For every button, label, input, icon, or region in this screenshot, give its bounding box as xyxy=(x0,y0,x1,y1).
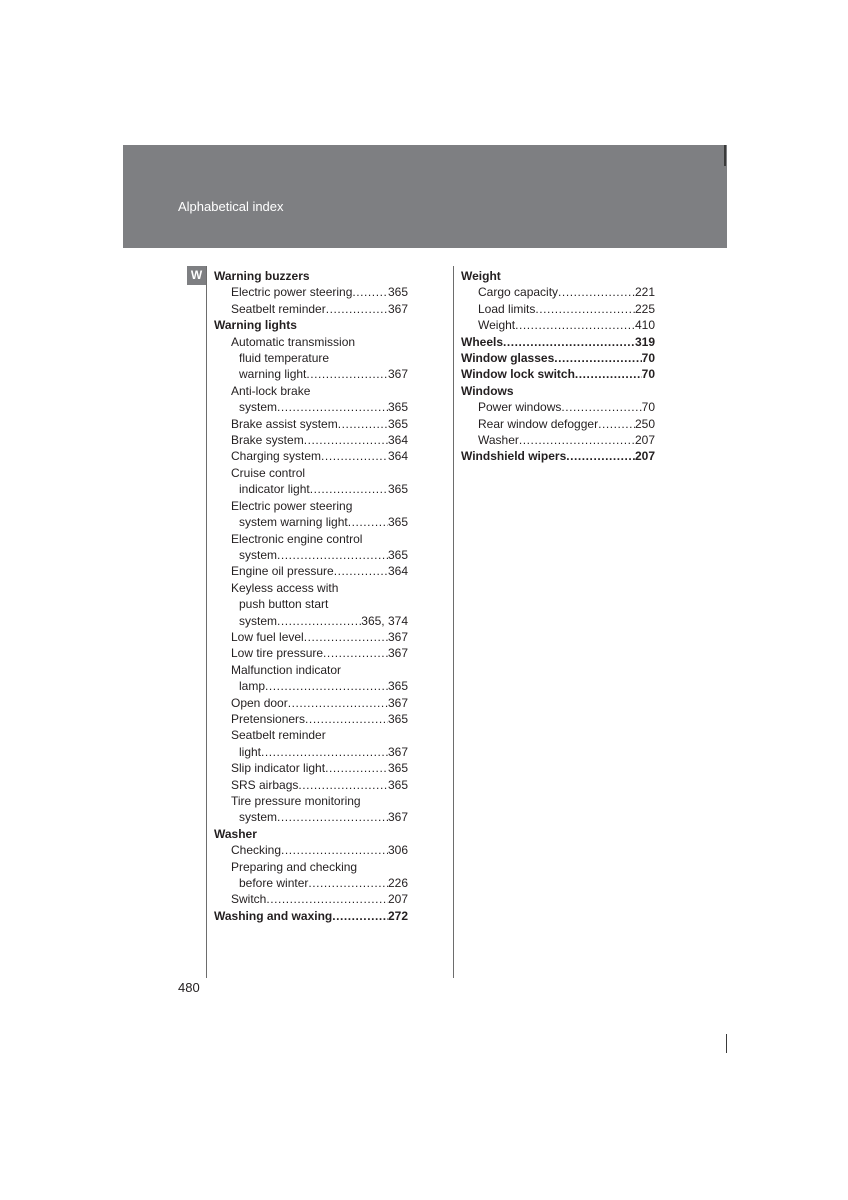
entry-label: Slip indicator light xyxy=(231,761,326,776)
index-subentry xyxy=(214,531,408,547)
index-entry xyxy=(461,383,655,399)
entry-label: Wheels xyxy=(461,334,504,349)
index-subentry xyxy=(214,432,408,448)
dot-leader xyxy=(519,432,635,448)
index-subentry xyxy=(214,645,408,661)
page-number: 480 xyxy=(178,980,200,995)
entry-label: Weight xyxy=(461,269,501,283)
index-subentry xyxy=(214,416,408,432)
dot-leader xyxy=(266,891,388,907)
index-subentry xyxy=(214,580,408,596)
entry-label: Electric power steering xyxy=(231,498,353,513)
dot-leader xyxy=(261,744,388,760)
entry-page-reference: 306 xyxy=(387,843,408,858)
dot-leader xyxy=(277,613,361,629)
entry-page-reference: 367 xyxy=(387,646,408,661)
dot-leader xyxy=(325,760,388,776)
dot-leader xyxy=(288,695,388,711)
entry-label: Brake assist system xyxy=(231,416,338,431)
index-subentry-continuation xyxy=(214,350,408,366)
entry-page-reference: 367 xyxy=(387,367,408,382)
index-subentry xyxy=(214,563,408,579)
entry-page-reference: 319 xyxy=(634,334,655,349)
entry-label: Seatbelt reminder xyxy=(231,728,326,743)
entry-label: system warning light xyxy=(239,515,348,530)
dot-leader xyxy=(277,399,388,415)
entry-label: Windshield wipers xyxy=(461,449,567,464)
entry-label: system xyxy=(239,547,278,562)
entry-label: system xyxy=(239,810,278,825)
header-band xyxy=(123,145,727,248)
entry-page-reference: 367 xyxy=(387,744,408,759)
entry-page-reference: 272 xyxy=(387,908,408,923)
index-entry xyxy=(461,268,655,284)
index-subentry xyxy=(214,777,408,793)
dot-leader xyxy=(281,842,388,858)
column-divider-left xyxy=(206,266,207,978)
entry-label: Open door xyxy=(231,695,288,710)
entry-label: system xyxy=(239,613,278,628)
entry-label: push button start xyxy=(239,597,329,612)
index-subentry xyxy=(214,695,408,711)
entry-label: Anti-lock brake xyxy=(231,383,311,398)
dot-leader xyxy=(277,809,388,825)
dot-leader xyxy=(304,432,388,448)
entry-page-reference: 365 xyxy=(387,547,408,562)
entry-label: before winter xyxy=(239,876,309,891)
entry-page-reference: 367 xyxy=(387,629,408,644)
entry-page-reference: 365 xyxy=(387,482,408,497)
index-entry xyxy=(214,908,408,924)
index-subentry-continuation xyxy=(214,399,408,415)
dot-leader xyxy=(348,514,388,530)
dot-leader xyxy=(515,317,635,333)
entry-page-reference: 207 xyxy=(634,433,655,448)
dot-leader xyxy=(304,629,388,645)
crop-mark-bottom xyxy=(726,1034,727,1053)
entry-label: indicator light xyxy=(239,482,310,497)
index-entry xyxy=(214,826,408,842)
entry-page-reference: 365 xyxy=(387,416,408,431)
index-subentry-continuation xyxy=(214,596,408,612)
entry-page-reference: 367 xyxy=(387,810,408,825)
entry-page-reference: 365 xyxy=(387,761,408,776)
entry-label: lamp xyxy=(239,679,266,694)
dot-leader xyxy=(277,547,388,563)
entry-label: Seatbelt reminder xyxy=(231,301,326,316)
entry-page-reference: 70 xyxy=(641,351,655,366)
section-letter-tab: W xyxy=(187,266,206,285)
index-subentry xyxy=(461,399,655,415)
index-entry xyxy=(461,448,655,464)
index-subentry xyxy=(461,416,655,432)
index-subentry xyxy=(214,662,408,678)
index-subentry xyxy=(214,711,408,727)
entry-page-reference: 367 xyxy=(387,695,408,710)
entry-label: Engine oil pressure xyxy=(231,564,334,579)
dot-leader xyxy=(338,416,388,432)
index-subentry xyxy=(214,383,408,399)
entry-page-reference: 70 xyxy=(641,400,655,415)
index-entry xyxy=(461,350,655,366)
entry-label: Low fuel level xyxy=(231,629,304,644)
index-entry xyxy=(461,334,655,350)
entry-page-reference: 365 xyxy=(387,679,408,694)
entry-page-reference: 225 xyxy=(634,301,655,316)
entry-page-reference: 365 xyxy=(387,711,408,726)
entry-label: Weight xyxy=(478,318,516,333)
entry-label: Washer xyxy=(214,826,257,841)
index-subentry xyxy=(461,301,655,317)
entry-label: Warning lights xyxy=(214,318,297,333)
entry-page-reference: 365 xyxy=(387,285,408,300)
entry-page-reference: 70 xyxy=(641,367,655,382)
index-subentry xyxy=(214,793,408,809)
entry-page-reference: 367 xyxy=(387,301,408,316)
index-subentry xyxy=(214,859,408,875)
entry-label: Preparing and checking xyxy=(231,859,358,874)
page-title: Alphabetical index xyxy=(178,199,284,214)
index-subentry-continuation xyxy=(214,613,408,629)
entry-label: Cruise control xyxy=(231,465,306,480)
entry-label: Checking xyxy=(231,843,282,858)
entry-page-reference: 364 xyxy=(387,449,408,464)
entry-page-reference: 365 xyxy=(387,515,408,530)
crop-mark-top xyxy=(724,145,726,166)
index-subentry-continuation xyxy=(214,547,408,563)
dot-leader xyxy=(503,334,635,350)
entry-label: Brake system xyxy=(231,433,304,448)
index-subentry-continuation xyxy=(214,366,408,382)
entry-label: Charging system xyxy=(231,449,322,464)
index-subentry xyxy=(461,284,655,300)
index-subentry-continuation xyxy=(214,514,408,530)
entry-label: Electronic engine control xyxy=(231,531,363,546)
entry-label: Load limits xyxy=(478,301,536,316)
index-subentry xyxy=(214,629,408,645)
entry-label: Electric power steering xyxy=(231,285,353,300)
dot-leader xyxy=(352,284,388,300)
entry-page-reference: 221 xyxy=(634,285,655,300)
dot-leader xyxy=(554,350,641,366)
entry-label: SRS airbags xyxy=(231,777,299,792)
entry-label: Warning buzzers xyxy=(214,269,310,283)
index-subentry-continuation xyxy=(214,809,408,825)
dot-leader xyxy=(598,416,635,432)
entry-page-reference: 410 xyxy=(634,318,655,333)
index-entry xyxy=(214,268,408,284)
entry-page-reference: 365, 374 xyxy=(361,613,408,628)
entry-label: Cargo capacity xyxy=(478,285,559,300)
dot-leader xyxy=(535,301,635,317)
entry-label: Low tire pressure xyxy=(231,646,324,661)
index-subentry xyxy=(214,498,408,514)
dot-leader xyxy=(561,399,641,415)
dot-leader xyxy=(566,448,635,464)
entry-page-reference: 207 xyxy=(387,892,408,907)
dot-leader xyxy=(310,481,388,497)
entry-label: Washing and waxing xyxy=(214,908,333,923)
index-subentry xyxy=(461,432,655,448)
index-subentry-continuation xyxy=(214,875,408,891)
entry-label: Malfunction indicator xyxy=(231,662,342,677)
entry-page-reference: 226 xyxy=(387,876,408,891)
entry-label: Window lock switch xyxy=(461,367,575,382)
dot-leader xyxy=(323,645,388,661)
entry-label: Automatic transmission xyxy=(231,334,356,349)
index-subentry-continuation xyxy=(214,744,408,760)
entry-label: system xyxy=(239,400,278,415)
entry-page-reference: 250 xyxy=(634,416,655,431)
dot-leader xyxy=(334,563,388,579)
entry-label: Washer xyxy=(478,433,519,448)
entry-label: Keyless access with xyxy=(231,580,339,595)
entry-page-reference: 365 xyxy=(387,777,408,792)
entry-label: Window glasses xyxy=(461,351,555,366)
index-subentry xyxy=(214,891,408,907)
index-subentry-continuation xyxy=(214,678,408,694)
index-subentry xyxy=(214,284,408,300)
entry-label: warning light xyxy=(239,367,307,382)
column-divider-middle xyxy=(453,266,454,978)
entry-page-reference: 364 xyxy=(387,433,408,448)
entry-page-reference: 364 xyxy=(387,564,408,579)
dot-leader xyxy=(308,875,388,891)
dot-leader xyxy=(326,301,388,317)
dot-leader xyxy=(265,678,388,694)
entry-label: light xyxy=(239,744,262,759)
entry-page-reference: 365 xyxy=(387,400,408,415)
entry-label: Windows xyxy=(461,383,514,398)
dot-leader xyxy=(332,908,388,924)
dot-leader xyxy=(321,448,388,464)
index-subentry xyxy=(461,317,655,333)
index-entry xyxy=(461,366,655,382)
dot-leader xyxy=(305,711,388,727)
index-subentry xyxy=(214,727,408,743)
index-subentry xyxy=(214,760,408,776)
entry-label: Power windows xyxy=(478,400,562,415)
entry-label: Switch xyxy=(231,892,267,907)
index-subentry xyxy=(214,301,408,317)
index-subentry-continuation xyxy=(214,481,408,497)
dot-leader xyxy=(306,366,388,382)
dot-leader xyxy=(558,284,635,300)
index-column-right xyxy=(461,268,655,465)
index-entry xyxy=(214,317,408,333)
entry-label: Rear window defogger xyxy=(478,416,599,431)
index-subentry xyxy=(214,465,408,481)
entry-page-reference: 207 xyxy=(634,449,655,464)
index-column-left xyxy=(214,268,408,924)
dot-leader xyxy=(298,777,388,793)
entry-label: Tire pressure monitoring xyxy=(231,794,361,808)
index-subentry xyxy=(214,842,408,858)
entry-label: fluid temperature xyxy=(239,351,330,366)
index-subentry xyxy=(214,334,408,350)
entry-label: Pretensioners xyxy=(231,711,306,726)
index-subentry xyxy=(214,448,408,464)
dot-leader xyxy=(575,366,642,382)
